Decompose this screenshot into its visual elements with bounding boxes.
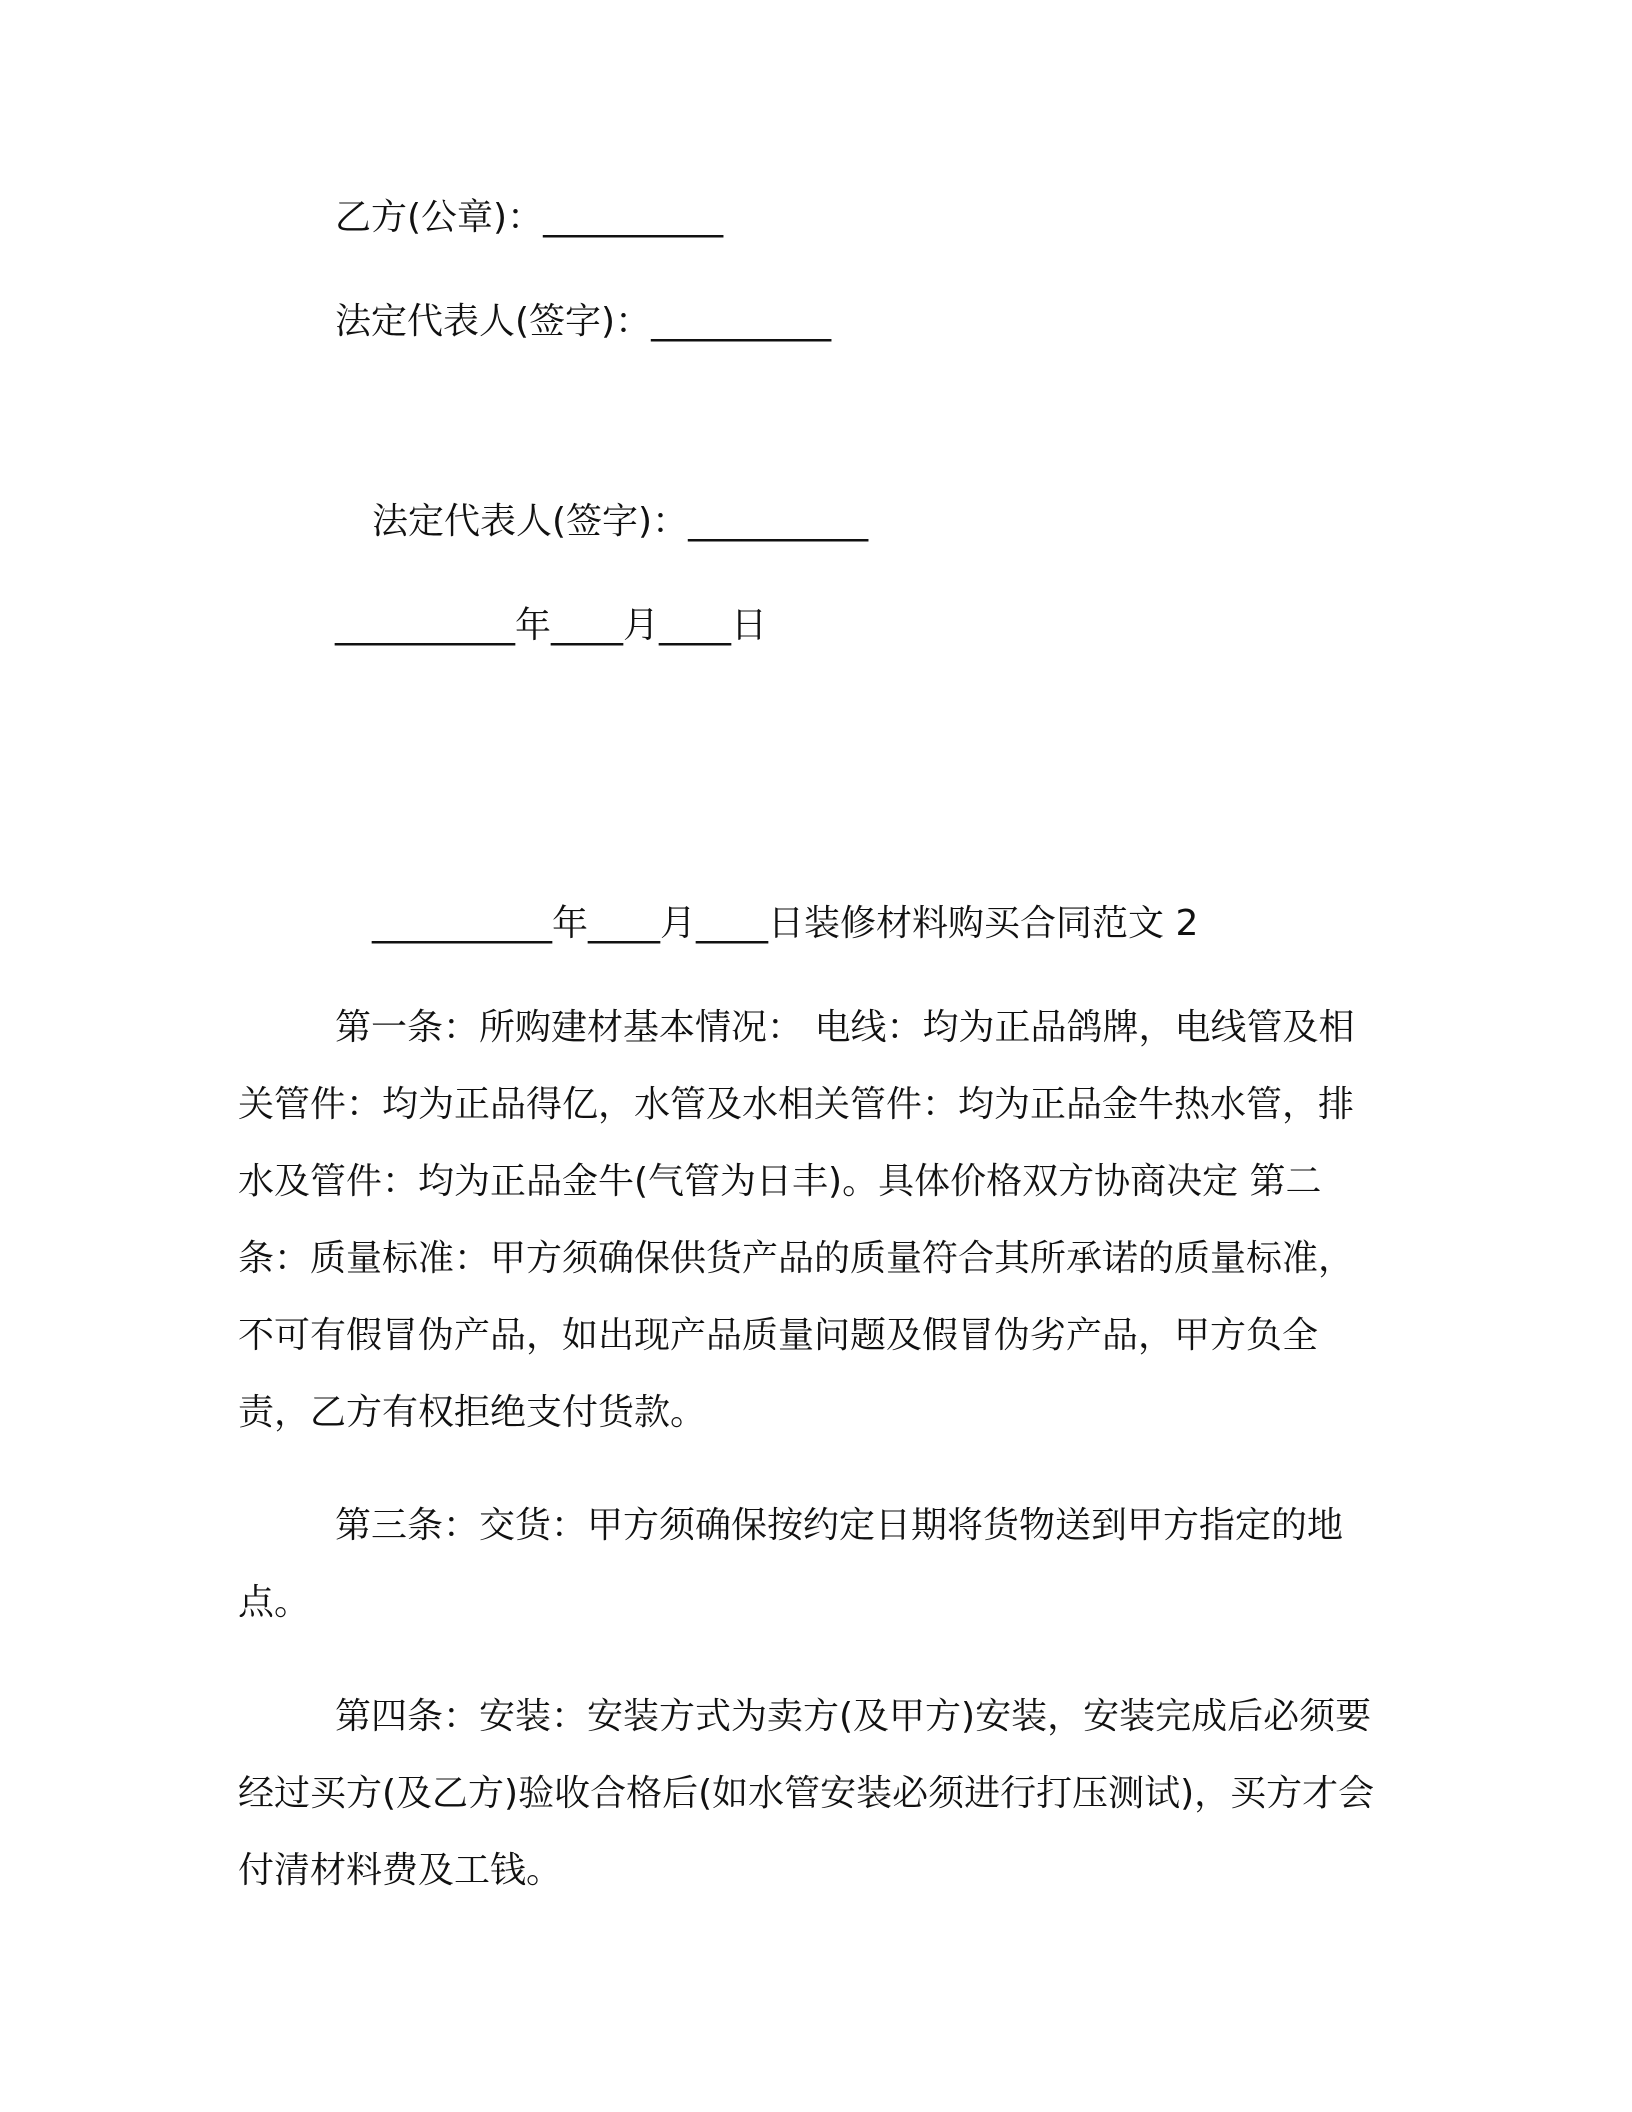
contract-title: __________年____月____日装修材料购买合同范文 2 [372,903,1199,944]
article-3-paragraph: 第三条：交货：甲方须确保按约定日期将货物送到甲方指定的地点。 [238,1505,1344,1623]
article-1-2-paragraph: 第一条：所购建材基本情况： 电线：均为正品鸽牌，电线管及相关管件：均为正品得亿，水管及水相关管件：均为正品金牛热水管，排水及管件：均为正品金牛(气管为日丰)。具体价格双方协商决定 第二条：质量标准：甲方须确保供货产品的质量符合其所承诺的质量标准，不可有假冒伪产品，如出现产品质量问题及假冒伪劣产品，甲方负全责，乙方有权拒绝支付货款。 [238,1007,1355,1433]
article-4-paragraph: 第四条：安装：安装方式为卖方(及甲方)安装，安装完成后必须要经过买方(及乙方)验收合格后(如水管安装必须进行打压测试)，买方才会付清材料费及工钱。 [238,1696,1375,1891]
legal-representative-signature-line-2: 法定代表人(签字)：__________ [372,501,869,542]
legal-representative-signature-line: 法定代表人(签字)：__________ [335,301,832,342]
signature-date-line: __________年____月____日 [335,605,767,646]
party-b-seal-line: 乙方(公章)：__________ [335,197,724,238]
